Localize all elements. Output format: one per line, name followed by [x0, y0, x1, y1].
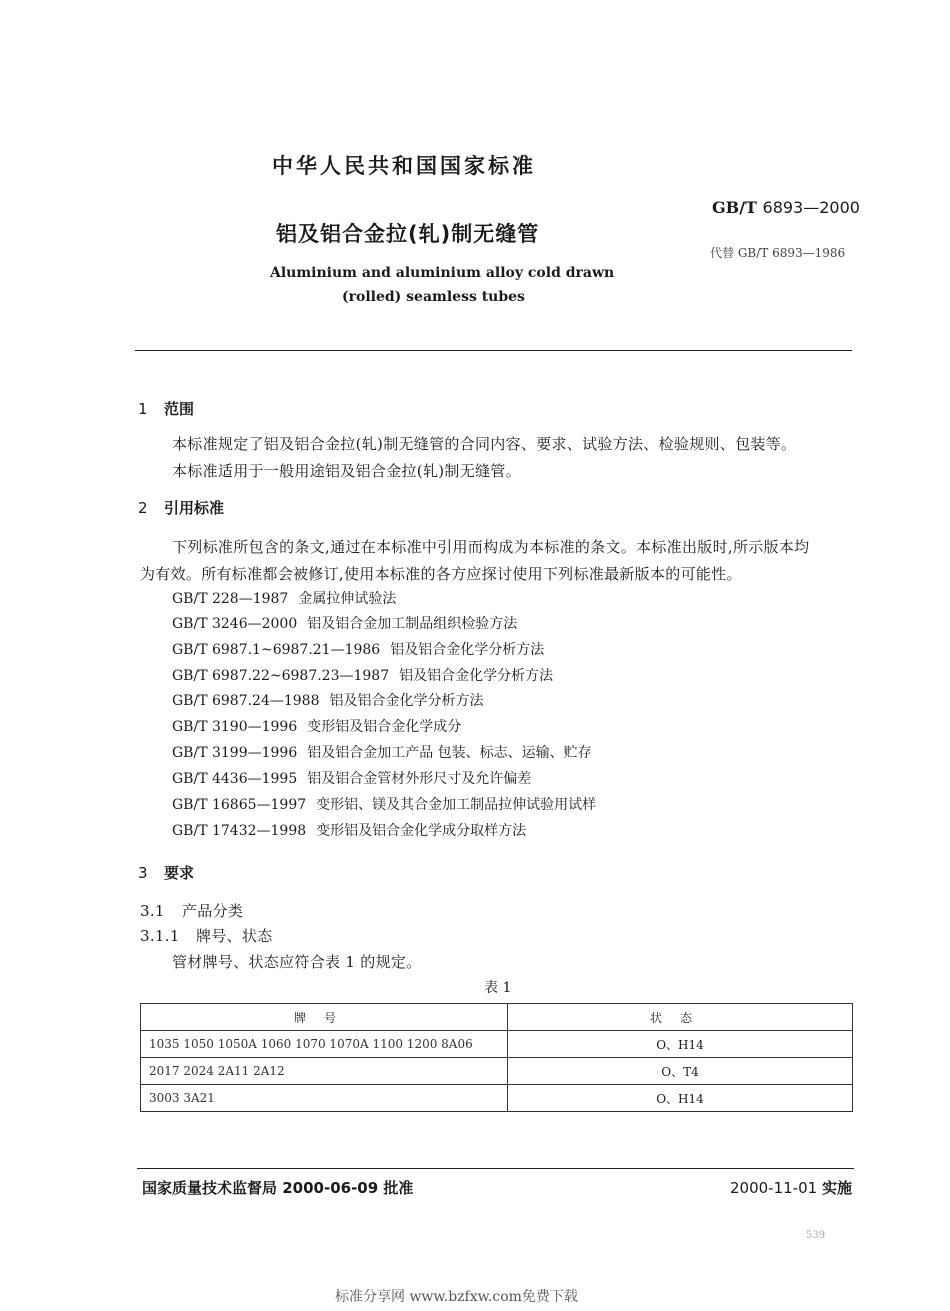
reference-item: [172, 690, 484, 710]
reference-code: GB/T 3199—1996: [172, 745, 298, 761]
replaces-standard: 代替 GB/T 6893—1986: [710, 246, 846, 260]
effective-line: [730, 1177, 852, 1198]
national-standard-title: 中华人民共和国国家标准: [272, 154, 536, 178]
grade-cell: 3003 3A21: [141, 1085, 508, 1112]
reference-title: 变形铝及铝合金化学成分: [307, 719, 462, 735]
subsection-3-1-1: [140, 925, 273, 946]
section-number: 3: [138, 864, 148, 882]
column-header-grade: 牌号: [141, 1004, 508, 1031]
grade-state-table: [140, 1003, 853, 1112]
reference-item: [172, 820, 526, 840]
reference-code: GB/T 17432—1998: [172, 823, 307, 839]
section-1-paragraph-1: 本标准规定了铝及铝合金拉(轧)制无缝管的合同内容、要求、试验方法、检验规则、包装等。: [172, 435, 797, 453]
reference-item: [172, 768, 531, 788]
reference-item: [172, 742, 592, 762]
header-divider: [135, 350, 852, 351]
reference-title: 铝及铝合金化学分析方法: [390, 642, 545, 658]
reference-code: GB/T 6987.22~6987.23—1987: [172, 668, 390, 684]
grade-cell: 2017 2024 2A11 2A12: [141, 1058, 508, 1085]
section-2-heading: [138, 497, 224, 518]
page-number: 539: [806, 1230, 826, 1241]
section-1-heading: [138, 398, 194, 419]
approval-line: 国家质量技术监督局 2000-06-09 批准: [142, 1179, 414, 1197]
reference-item: [172, 613, 517, 633]
table-header-row: [141, 1004, 853, 1031]
subsection-number: 3.1.1: [140, 927, 180, 945]
section-title: 引用标准: [164, 499, 225, 517]
reference-title: 变形铝、镁及其合金加工制品拉伸试验用试样: [316, 797, 597, 813]
download-watermark: 标准分享网 www.bzfxw.com免费下载: [335, 1289, 578, 1305]
document-title-cn: 铝及铝合金拉(轧)制无缝管: [276, 222, 540, 246]
section-number: 2: [138, 499, 148, 517]
subsection-title: 牌号、状态: [196, 927, 273, 945]
reference-code: GB/T 228—1987: [172, 591, 289, 607]
table-row: [141, 1085, 853, 1112]
subsection-title: 产品分类: [182, 902, 244, 920]
reference-code: GB/T 3190—1996: [172, 719, 298, 735]
section-2-intro-line-1: 下列标准所包含的条文,通过在本标准中引用而构成为本标准的条文。本标准出版时,所示版本均: [172, 538, 810, 556]
reference-code: GB/T 6987.24—1988: [172, 693, 320, 709]
document-title-en-line2: (rolled) seamless tubes: [342, 289, 525, 305]
section-number: 1: [138, 400, 148, 418]
section-title: 要求: [164, 864, 195, 882]
reference-code: GB/T 6987.1~6987.21—1986: [172, 642, 381, 658]
state-cell: O、H14: [508, 1031, 853, 1058]
reference-title: 铝及铝合金加工产品 包装、标志、运输、贮存: [307, 745, 592, 761]
section-1-paragraph-2: 本标准适用于一般用途铝及铝合金拉(轧)制无缝管。: [172, 462, 521, 480]
reference-title: 铝及铝合金管材外形尺寸及允许偏差: [307, 771, 532, 787]
footer-divider: [137, 1168, 854, 1169]
reference-code: GB/T 3246—2000: [172, 616, 298, 632]
table-row: [141, 1058, 853, 1085]
reference-title: 变形铝及铝合金化学成分取样方法: [316, 823, 527, 839]
standard-prefix: GB/T: [712, 198, 757, 217]
reference-item: [172, 665, 553, 685]
reference-title: 铝及铝合金化学分析方法: [399, 668, 554, 684]
reference-code: GB/T 4436—1995: [172, 771, 298, 787]
state-cell: O、T4: [508, 1058, 853, 1085]
reference-item: [172, 639, 544, 659]
effective-date: 2000-11-01: [730, 1179, 818, 1197]
reference-item: [172, 794, 596, 814]
reference-item: [172, 716, 461, 736]
standard-number: 6893—2000: [762, 198, 860, 217]
subsection-3-1: [140, 900, 243, 921]
table-caption: 表 1: [484, 980, 512, 996]
reference-title: 铝及铝合金加工制品组织检验方法: [307, 616, 518, 632]
section-3-text: 管材牌号、状态应符合表 1 的规定。: [172, 953, 422, 971]
table-row: [141, 1031, 853, 1058]
reference-title: 铝及铝合金化学分析方法: [329, 693, 484, 709]
grade-cell: 1035 1050 1050A 1060 1070 1070A 1100 1200 8A06: [141, 1031, 508, 1058]
subsection-number: 3.1: [140, 902, 165, 920]
effective-label: 实施: [821, 1179, 852, 1197]
section-2-intro-line-2: 为有效。所有标准都会被修订,使用本标准的各方应探讨使用下列标准最新版本的可能性。: [140, 565, 742, 583]
reference-title: 金属拉伸试验法: [298, 591, 397, 607]
section-3-heading: [138, 862, 194, 883]
reference-code: GB/T 16865—1997: [172, 797, 307, 813]
column-header-state: 状态: [508, 1004, 853, 1031]
document-title-en-line1: Aluminium and aluminium alloy cold drawn: [270, 265, 615, 281]
state-cell: O、H14: [508, 1085, 853, 1112]
section-title: 范围: [164, 400, 195, 418]
standard-code: [712, 198, 860, 217]
reference-item: [172, 588, 396, 608]
